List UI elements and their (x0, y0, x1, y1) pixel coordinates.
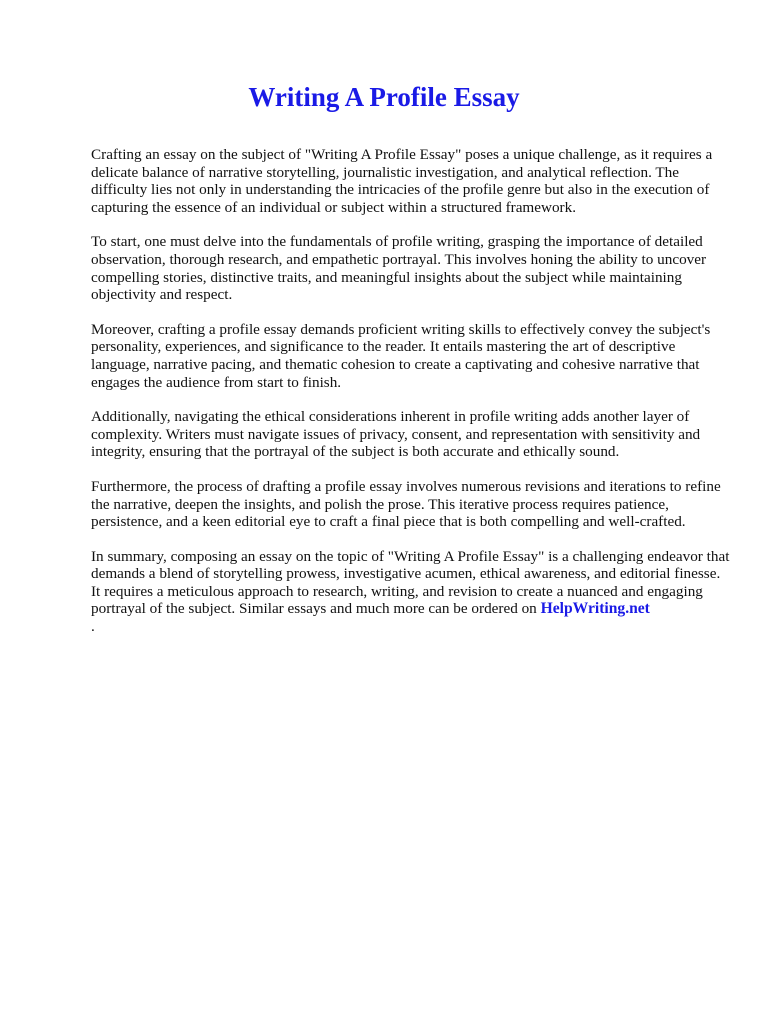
paragraph-1: Crafting an essay on the subject of "Writing A Profile Essay" poses a unique challenge, as it requires a delicate balance of narrative storytelling, journalistic investigation, and analytical reflection. The difficulty lies not only in understanding the intricacies of the profile genre but also in the execution of capturing the essence of an individual or subject within a structured framework. (91, 146, 713, 216)
summary-paragraph (91, 548, 731, 636)
essay-body (91, 146, 731, 653)
page-title: Writing A Profile Essay (248, 82, 520, 112)
paragraph-4: Additionally, navigating the ethical considerations inherent in profile writing adds another layer of complexity. Writers must navigate issues of privacy, consent, and representation with sensitivity and integrity, ensuring that the portrayal of the subject is both accurate and ethically sound. (91, 408, 701, 461)
paragraph-3: Moreover, crafting a profile essay demands proficient writing skills to effectively convey the subject's personality, experiences, and significance to the reader. It entails mastering the art of descriptive language, narrative pacing, and thematic cohesion to create a captivating and cohesive narrative that engages the audience from start to finish. (91, 320, 711, 391)
summary-trailing-period: . (91, 618, 95, 636)
summary-text: In summary, composing an essay on the topic of "Writing A Profile Essay" is a challenging endeavor that demands a blend of storytelling prowess, investigative acumen, ethical awareness, and editorial finesse. It requires a meticulous approach to research, writing, and revision to create a nuanced and engaging portrayal of the subject. Similar essays and much more can be ordered on (91, 547, 730, 618)
paragraph-2: To start, one must delve into the fundamentals of profile writing, grasping the importance of detailed observation, thorough research, and empathetic portrayal. This involves honing the ability to uncover compelling stories, distinctive traits, and meaningful insights about the subject while maintaining objectivity and respect. (91, 233, 707, 304)
helpwriting-link[interactable]: HelpWriting.net (540, 600, 650, 618)
paragraph-5: Furthermore, the process of drafting a profile essay involves numerous revisions and iterations to refine the narrative, deepen the insights, and polish the prose. This iterative process requires patience, persistence, and a keen editorial eye to craft a final piece that is both compelling and well-crafted. (91, 477, 721, 531)
